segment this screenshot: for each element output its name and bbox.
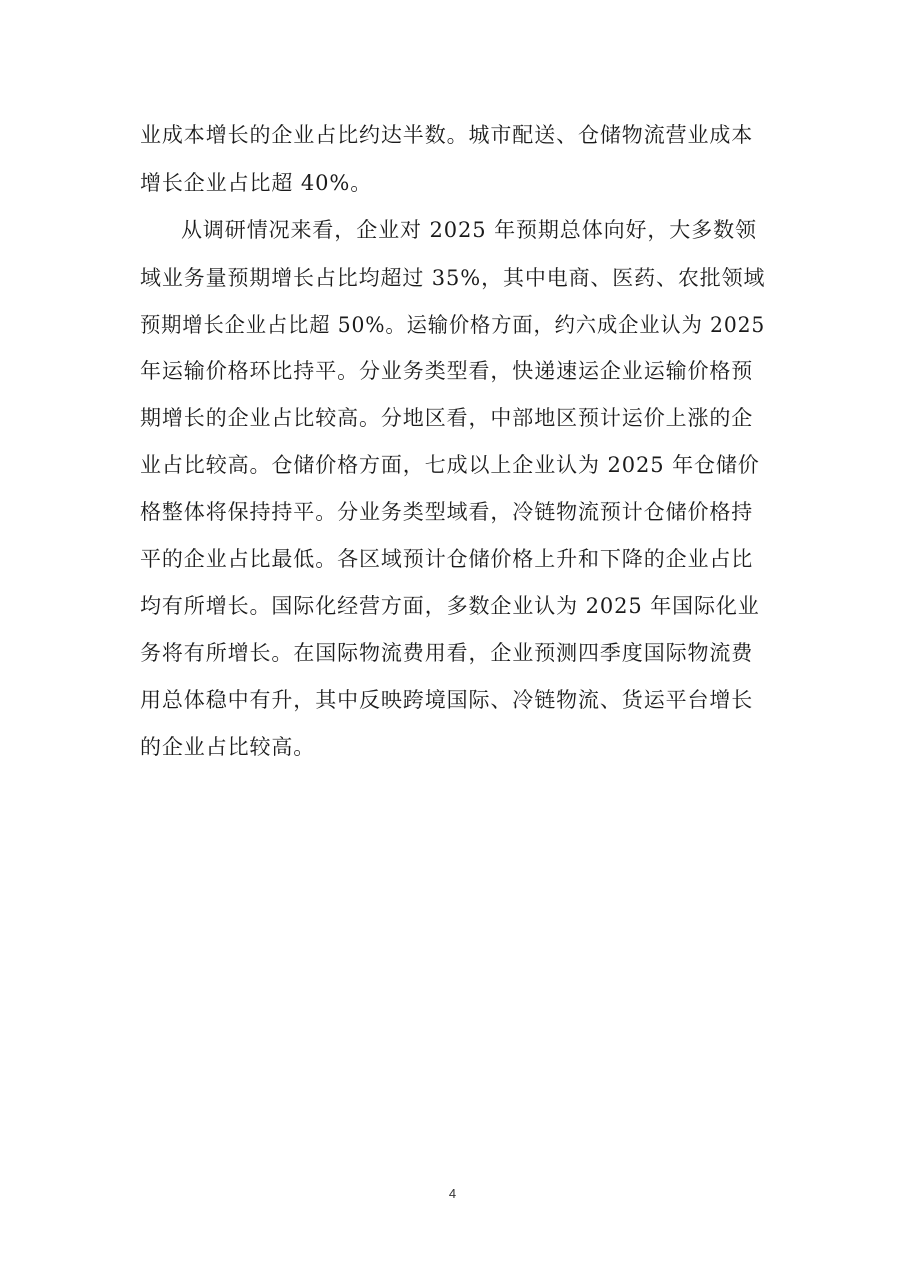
text-line: 均有所增长。国际化经营方面，多数企业认为 2025 年国际化业 — [140, 594, 760, 618]
text-line: 的企业占比较高。 — [140, 735, 316, 759]
text-line: 期增长的企业占比较高。分地区看，中部地区预计运价上涨的企 — [140, 406, 754, 430]
text-line: 业成本增长的企业占比约达半数。城市配送、仓储物流营业成本 — [140, 123, 754, 147]
text-line: 格整体将保持持平。分业务类型域看，冷链物流预计仓储价格持 — [140, 500, 754, 524]
text-line: 增长企业占比超 40%。 — [140, 171, 373, 195]
text-line: 平的企业占比最低。各区域预计仓储价格上升和下降的企业占比 — [140, 547, 754, 571]
text-line: 域业务量预期增长占比均超过 35%，其中电商、医药、农批领域 — [140, 266, 766, 290]
text-line: 业占比较高。仓储价格方面，七成以上企业认为 2025 年仓储价 — [140, 453, 760, 477]
text-line: 年运输价格环比持平。分业务类型看，快递速运企业运输价格预 — [140, 359, 754, 383]
page-number: 4 — [448, 1186, 457, 1201]
text-line: 预期增长企业占比超 50%。运输价格方面，约六成企业认为 2025 — [140, 313, 766, 337]
text-line: 务将有所增长。在国际物流费用看，企业预测四季度国际物流费 — [140, 641, 754, 665]
text-line: 从调研情况来看，企业对 2025 年预期总体向好，大多数领 — [181, 218, 757, 242]
text-line: 用总体稳中有升，其中反映跨境国际、冷链物流、货运平台增长 — [140, 688, 754, 712]
